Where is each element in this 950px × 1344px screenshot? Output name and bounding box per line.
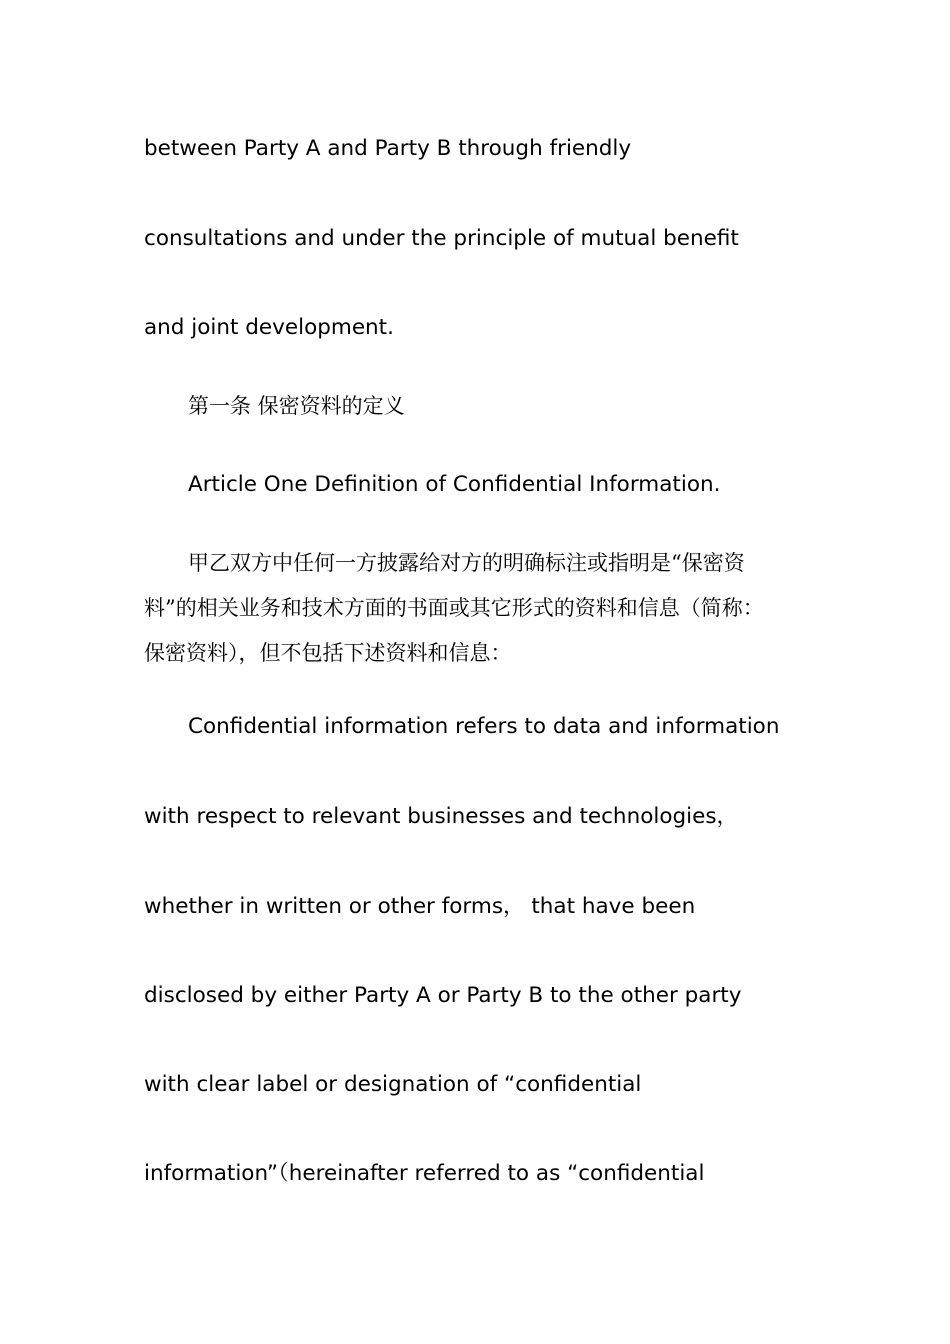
article-one-heading-zh: 第一条 保密资料的定义 bbox=[188, 394, 405, 418]
article-one-body-en-line-4: disclosed by either Party A or Party B to the other party bbox=[144, 983, 742, 1008]
article-one-body-zh-line-3: 保密资料），但不包括下述资料和信息： bbox=[144, 641, 512, 665]
preamble-line-2: consultations and under the principle of mutual benefit bbox=[144, 226, 739, 251]
preamble-line-3: and joint development. bbox=[144, 315, 394, 340]
article-one-body-zh-line-1: 甲乙双方中任何一方披露给对方的明确标注或指明是“保密资 bbox=[188, 551, 745, 575]
article-one-body-en-line-3: whether in written or other forms， that have been bbox=[144, 894, 696, 919]
article-one-body-en-line-2: with respect to relevant businesses and technologies， bbox=[144, 804, 739, 829]
article-one-body-en-line-6: information”（hereinafter referred to as “confidential bbox=[144, 1161, 705, 1186]
article-one-body-en-line-5: with clear label or designation of “confidential bbox=[144, 1072, 642, 1097]
article-one-body-zh-line-2: 料”的相关业务和技术方面的书面或其它形式的资料和信息（简称： bbox=[144, 596, 764, 620]
article-one-body-en-line-1: Confidential information refers to data and information bbox=[188, 714, 780, 739]
preamble-line-1: between Party A and Party B through friendly bbox=[144, 136, 632, 161]
article-one-heading-en: Article One Definition of Confidential Information. bbox=[188, 472, 721, 497]
